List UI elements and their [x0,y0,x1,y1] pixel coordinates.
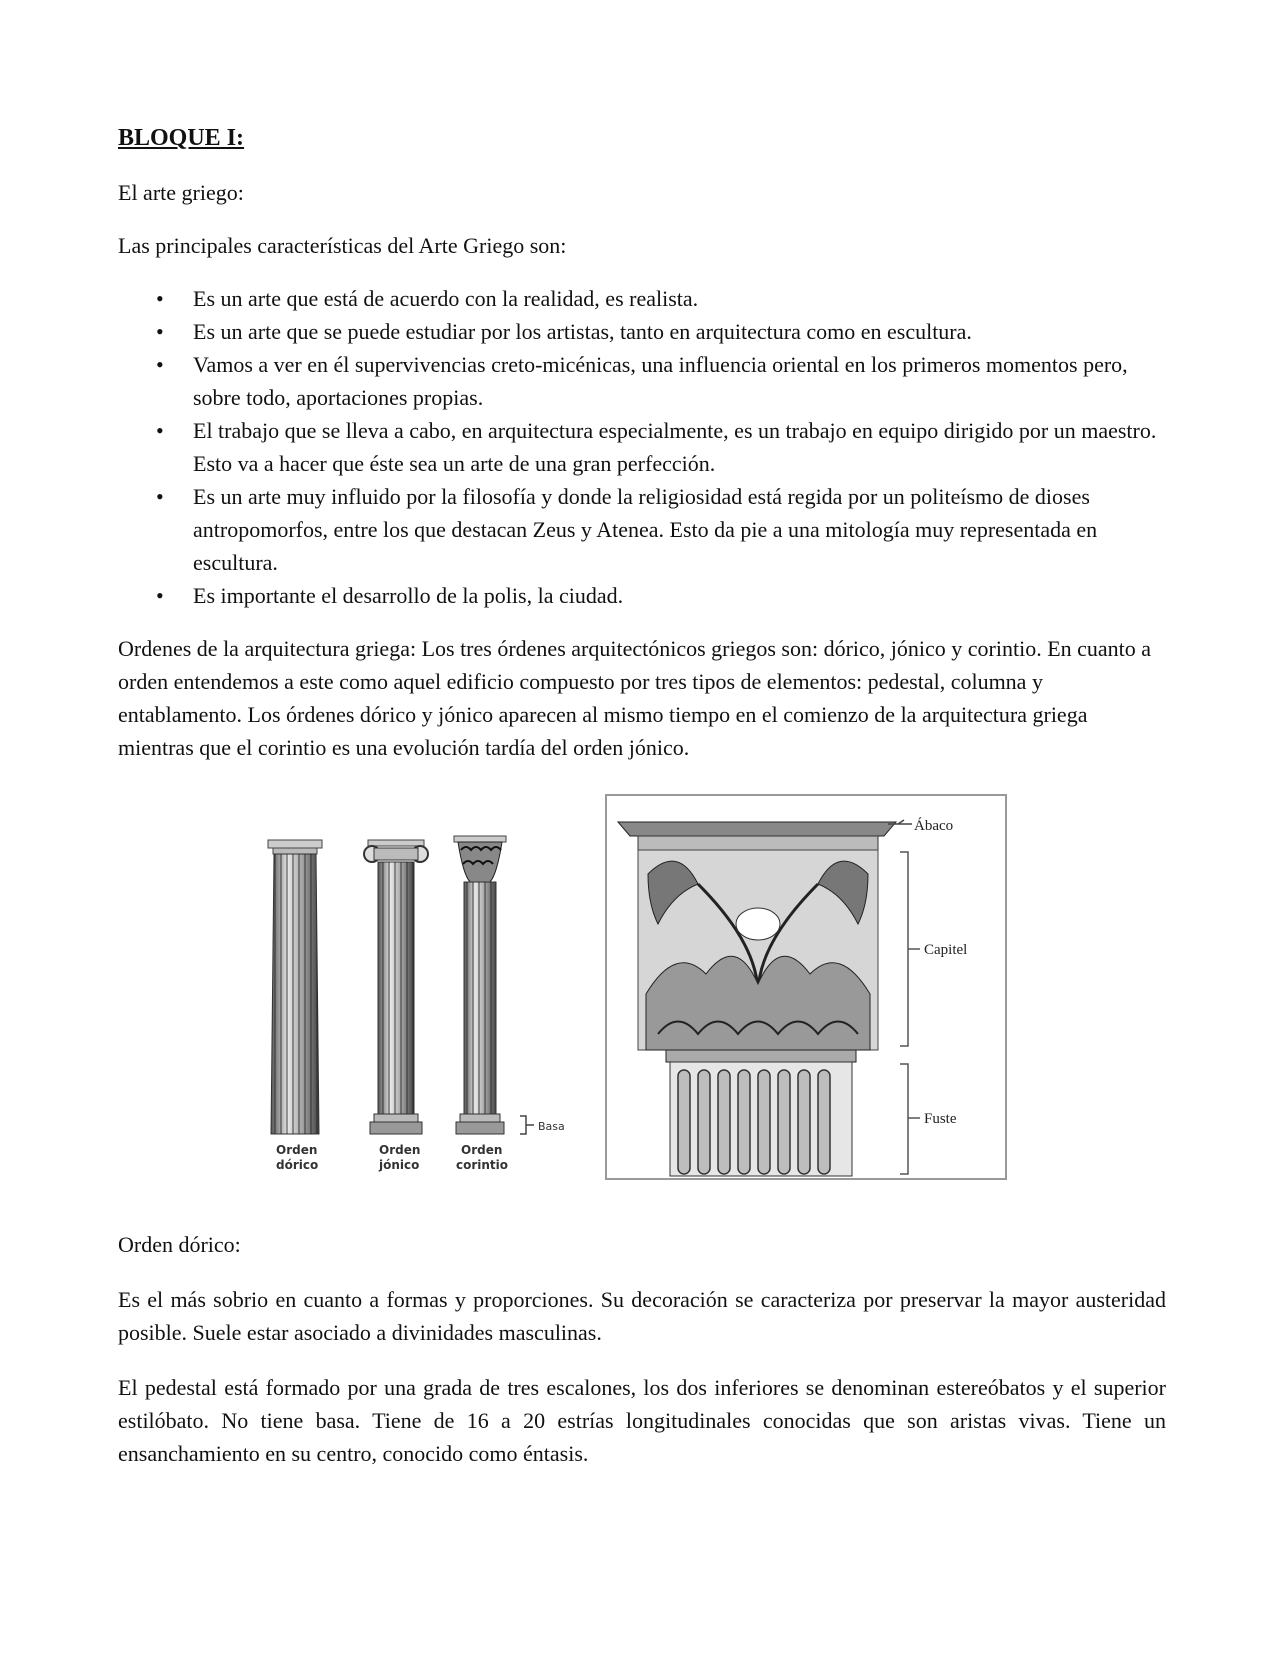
ionic-label-1: Orden [379,1143,421,1157]
ionic-column [364,840,428,1134]
intro-line: El arte griego: [118,180,244,205]
corinthian-column [454,836,506,1134]
doric-label-1: Orden [276,1143,318,1157]
greek-orders-figure [118,794,1166,1206]
lead-line: Las principales características del Arte Griego son: [118,233,567,258]
doric-paragraph-1: Es el más sobrio en cuanto a formas y proporciones. Su decoración se caracteriza por preservar la mayor austeridad posible. Suele estar asociado a divinidades masculinas. [118,1287,1166,1345]
characteristics-list [118,282,1166,612]
capitel-label: Capitel [924,942,968,958]
doric-paragraph-2: El pedestal está formado por una grada de tres escalones, los dos inferiores se denominan estereóbatos y el superior estilóbato. No tiene basa. Tiene de 16 a 20 estrías longitudinales conocidas que son aristas vivas. Tiene un ensanchamiento en su centro, conocido como éntasis. [118,1375,1166,1466]
orders-paragraph: Ordenes de la arquitectura griega: Los tres órdenes arquitectónicos griegos son: dórico, jónico y corintio. En cuanto a orden entendemos a este como aquel edificio compuesto por tres tipos de elementos: pedestal, columna y entablamento. Los órdenes dórico y jónico aparecen al mismo tiempo en el comienzo de la arquitectura griega mientras que el corintio es una evolución tardía del orden jónico. [118,636,1152,760]
section-heading: BLOQUE I: [118,125,245,151]
list-item: • Es importante el desarrollo de la polis, la ciudad. [118,579,1166,612]
basa-label: Basa [538,1120,565,1133]
doric-label-2: dórico [276,1158,319,1172]
list-item: • El trabajo que se lleva a cabo, en arquitectura especialmente, es un trabajo en equipo dirigido por un maestro. Esto va a hacer que éste sea un arte de una gran perfección. [118,414,1166,480]
list-item: • Es un arte que se puede estudiar por los artistas, tanto en arquitectura como en escultura. [118,315,1166,348]
list-item: • Vamos a ver en él supervivencias creto-micénicas, una influencia oriental en los primeros momentos pero, sobre todo, aportaciones propias. [118,348,1166,414]
list-item: • Es un arte muy influido por la filosofía y donde la religiosidad está regida por un politeísmo de dioses antropomorfos, entre los que destacan Zeus y Atenea. Esto da pie a una mitología muy representada en escultura. [118,480,1166,579]
corinthian-label-1: Orden [461,1143,503,1157]
document-page [118,112,1166,1470]
doric-column [268,840,322,1134]
corinthian-label-2: corintio [456,1158,509,1172]
fuste-label: Fuste [924,1111,957,1127]
ionic-label-2: jónico [379,1158,420,1172]
doric-title: Orden dórico: [118,1232,241,1257]
abaco-label: Ábaco [914,818,954,834]
list-item: • Es un arte que está de acuerdo con la realidad, es realista. [118,282,1166,315]
basa-bracket [520,1116,534,1134]
columns-illustration [118,794,1166,1206]
